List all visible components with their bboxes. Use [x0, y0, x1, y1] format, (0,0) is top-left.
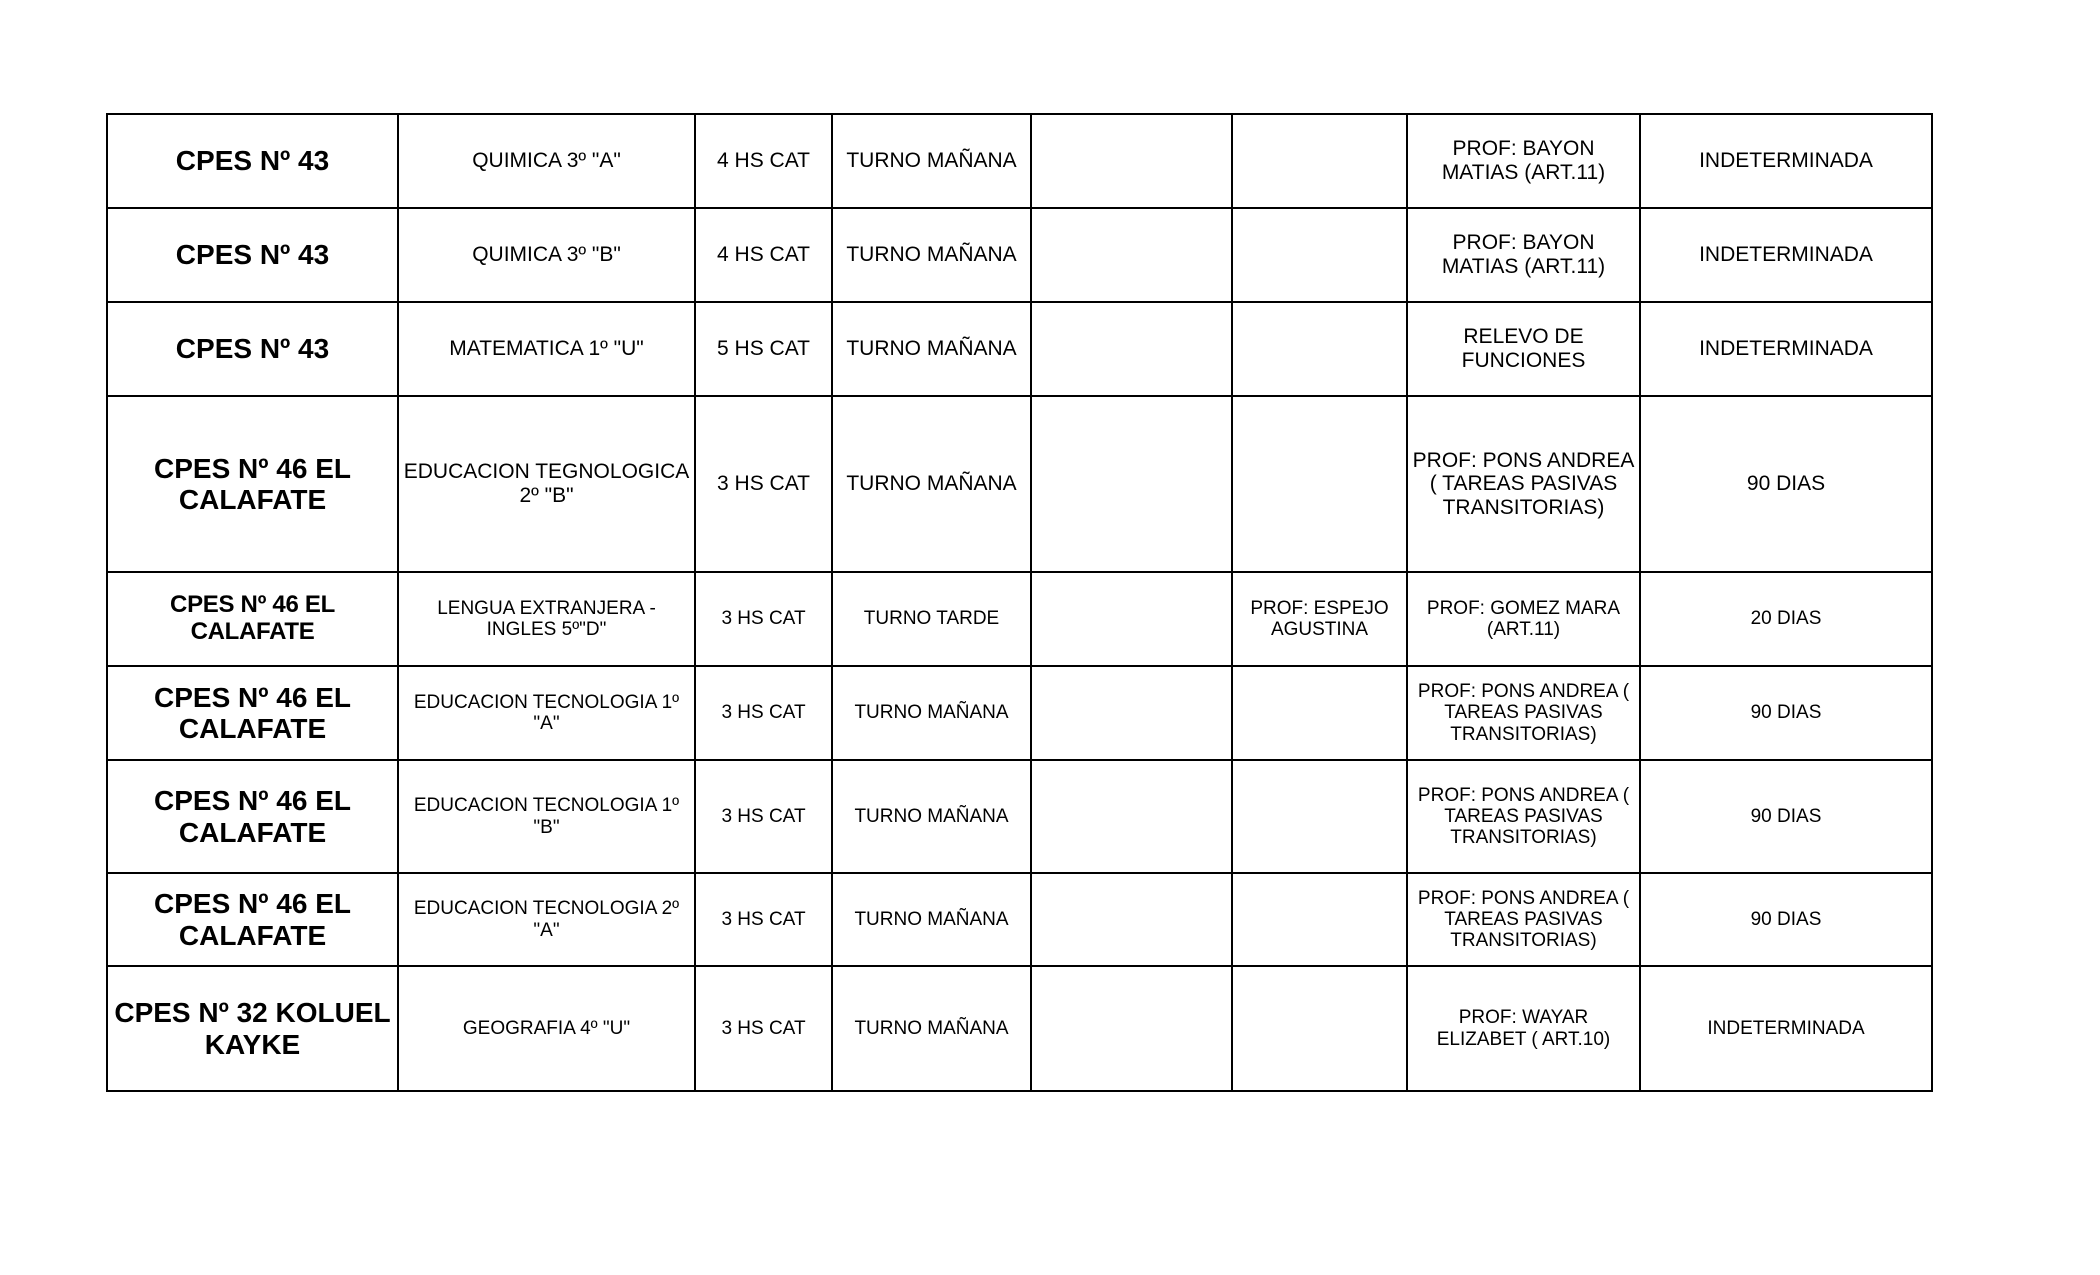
reason-cell: PROF: PONS ANDREA ( TAREAS PASIVAS TRANSITORIAS)	[1407, 760, 1640, 873]
hours-cell: 3 HS CAT	[695, 873, 832, 966]
school-cell: CPES Nº 32 KOLUEL KAYKE	[107, 966, 398, 1091]
empty-cell	[1031, 966, 1232, 1091]
empty-cell	[1031, 666, 1232, 760]
subject-cell: QUIMICA 3º "B"	[398, 208, 695, 302]
table-row	[107, 966, 1932, 1091]
empty-cell	[1232, 666, 1407, 760]
empty-cell	[1031, 396, 1232, 572]
duration-cell: 90 DIAS	[1640, 873, 1932, 966]
subject-cell: EDUCACION TECNOLOGIA 1º "B"	[398, 760, 695, 873]
subject-cell: GEOGRAFIA 4º "U"	[398, 966, 695, 1091]
shift-cell: TURNO TARDE	[832, 572, 1031, 666]
shift-cell: TURNO MAÑANA	[832, 760, 1031, 873]
empty-cell	[1232, 396, 1407, 572]
shift-cell: TURNO MAÑANA	[832, 873, 1031, 966]
table-row	[107, 666, 1932, 760]
table-row	[107, 396, 1932, 572]
empty-cell	[1232, 966, 1407, 1091]
school-cell: CPES Nº 43	[107, 208, 398, 302]
duration-cell: INDETERMINADA	[1640, 114, 1932, 208]
reason-cell: PROF: PONS ANDREA ( TAREAS PASIVAS TRANSITORIAS)	[1407, 666, 1640, 760]
duration-cell: INDETERMINADA	[1640, 966, 1932, 1091]
empty-cell	[1031, 572, 1232, 666]
empty-cell	[1031, 873, 1232, 966]
reason-cell: PROF: PONS ANDREA ( TAREAS PASIVAS TRANSITORIAS)	[1407, 396, 1640, 572]
table-row	[107, 572, 1932, 666]
hours-cell: 3 HS CAT	[695, 572, 832, 666]
reason-cell: PROF: PONS ANDREA ( TAREAS PASIVAS TRANSITORIAS)	[1407, 873, 1640, 966]
reason-cell: PROF: BAYON MATIAS (ART.11)	[1407, 114, 1640, 208]
shift-cell: TURNO MAÑANA	[832, 114, 1031, 208]
empty-cell	[1232, 114, 1407, 208]
school-cell: CPES Nº 46 EL CALAFATE	[107, 396, 398, 572]
school-cell: CPES Nº 43	[107, 302, 398, 396]
hours-cell: 4 HS CAT	[695, 114, 832, 208]
table-row	[107, 302, 1932, 396]
empty-cell	[1232, 760, 1407, 873]
duration-cell: INDETERMINADA	[1640, 208, 1932, 302]
table-row	[107, 873, 1932, 966]
empty-cell	[1031, 760, 1232, 873]
duration-cell: 90 DIAS	[1640, 760, 1932, 873]
subject-cell: QUIMICA 3º "A"	[398, 114, 695, 208]
hours-cell: 3 HS CAT	[695, 966, 832, 1091]
hours-cell: 5 HS CAT	[695, 302, 832, 396]
duration-cell: 90 DIAS	[1640, 396, 1932, 572]
school-cell: CPES Nº 46 EL CALAFATE	[107, 760, 398, 873]
hours-cell: 3 HS CAT	[695, 396, 832, 572]
empty-cell	[1031, 114, 1232, 208]
duration-cell: 90 DIAS	[1640, 666, 1932, 760]
reason-cell: RELEVO DE FUNCIONES	[1407, 302, 1640, 396]
table-row	[107, 114, 1932, 208]
empty-cell	[1031, 302, 1232, 396]
table-row	[107, 760, 1932, 873]
empty-cell	[1031, 208, 1232, 302]
reason-cell: PROF: WAYAR ELIZABET ( ART.10)	[1407, 966, 1640, 1091]
school-cell: CPES Nº 46 EL CALAFATE	[107, 873, 398, 966]
subject-cell: LENGUA EXTRANJERA - INGLES 5º"D"	[398, 572, 695, 666]
duration-cell: INDETERMINADA	[1640, 302, 1932, 396]
hours-cell: 3 HS CAT	[695, 666, 832, 760]
subject-cell: EDUCACION TECNOLOGIA 2º "A"	[398, 873, 695, 966]
table-row	[107, 208, 1932, 302]
shift-cell: TURNO MAÑANA	[832, 396, 1031, 572]
duration-cell: 20 DIAS	[1640, 572, 1932, 666]
subject-cell: EDUCACION TECNOLOGIA 1º "A"	[398, 666, 695, 760]
shift-cell: TURNO MAÑANA	[832, 208, 1031, 302]
reason-cell: PROF: BAYON MATIAS (ART.11)	[1407, 208, 1640, 302]
school-cell: CPES Nº 43	[107, 114, 398, 208]
reason-cell: PROF: GOMEZ MARA (ART.11)	[1407, 572, 1640, 666]
subject-cell: MATEMATICA 1º "U"	[398, 302, 695, 396]
shift-cell: TURNO MAÑANA	[832, 302, 1031, 396]
replacement-cell: PROF: ESPEJO AGUSTINA	[1232, 572, 1407, 666]
school-cell: CPES Nº 46 EL CALAFATE	[107, 666, 398, 760]
shift-cell: TURNO MAÑANA	[832, 666, 1031, 760]
empty-cell	[1232, 302, 1407, 396]
subject-cell: EDUCACION TEGNOLOGICA 2º "B"	[398, 396, 695, 572]
hours-cell: 4 HS CAT	[695, 208, 832, 302]
empty-cell	[1232, 873, 1407, 966]
empty-cell	[1232, 208, 1407, 302]
hours-cell: 3 HS CAT	[695, 760, 832, 873]
vacancies-table	[106, 113, 1933, 1092]
school-cell: CPES Nº 46 EL CALAFATE	[107, 572, 398, 666]
shift-cell: TURNO MAÑANA	[832, 966, 1031, 1091]
